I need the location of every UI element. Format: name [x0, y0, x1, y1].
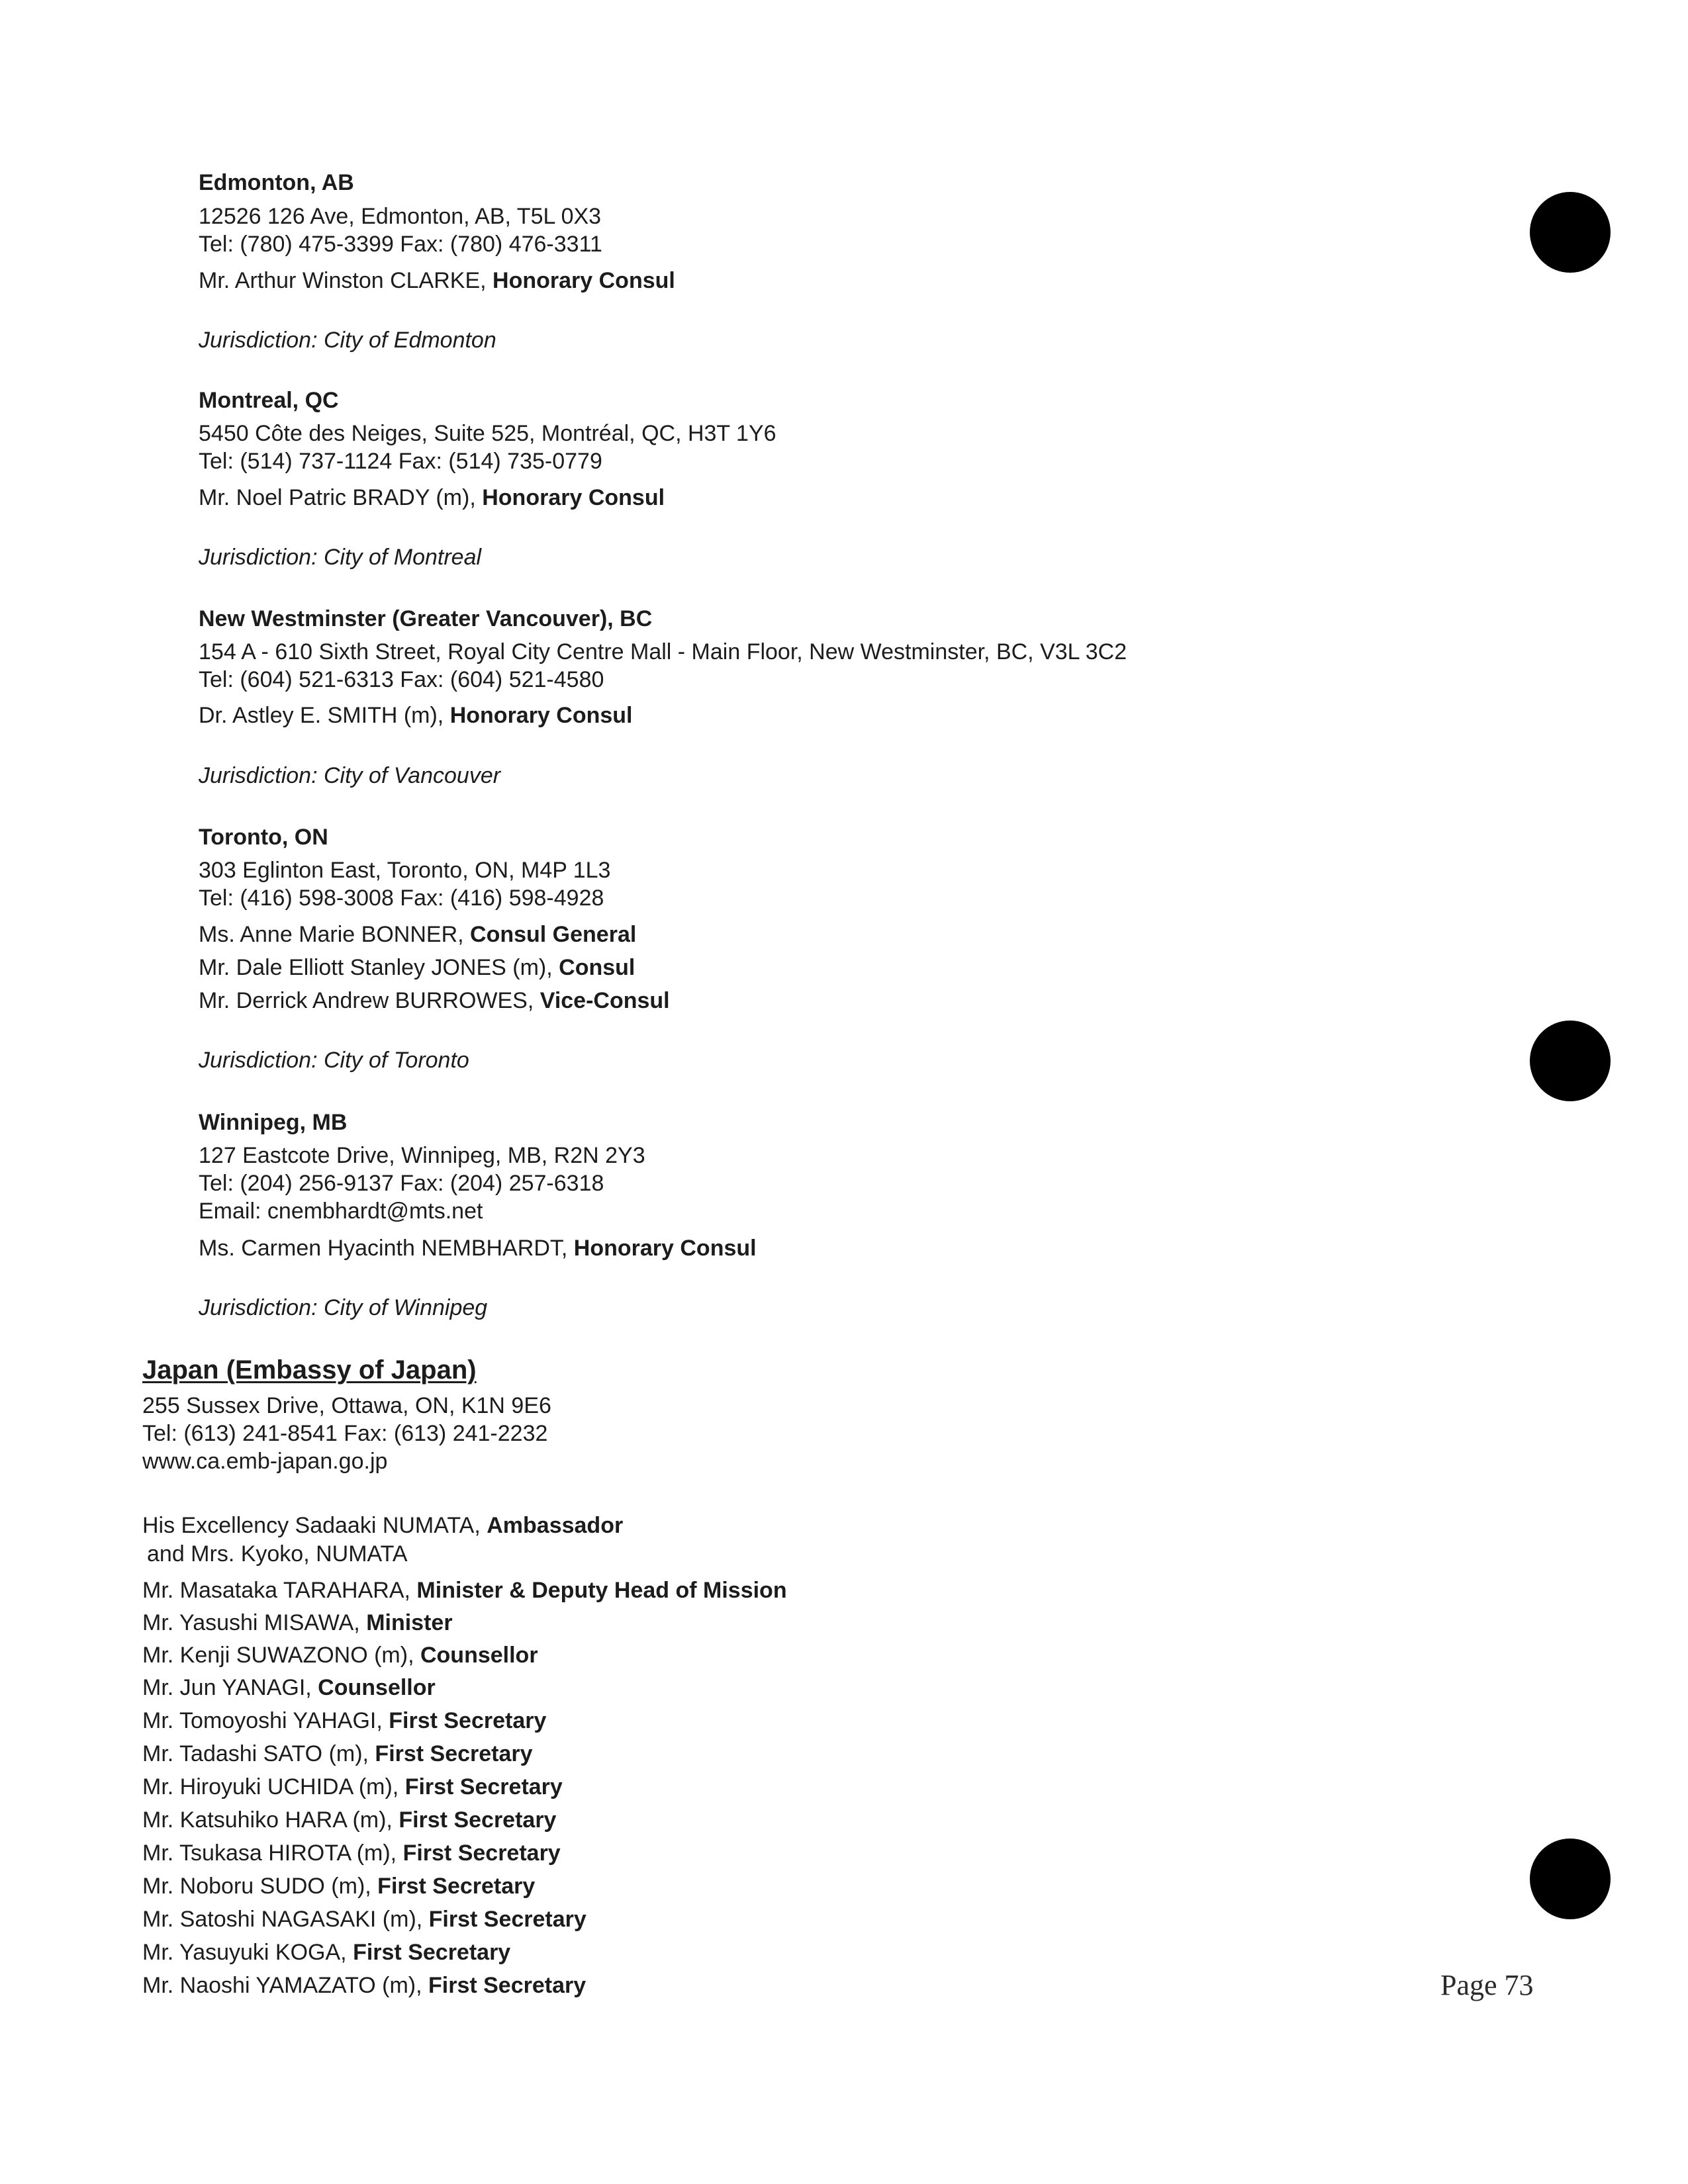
staff-entry	[142, 1774, 563, 1800]
city-heading: New Westminster (Greater Vancouver), BC	[199, 606, 653, 631]
staff-entry	[142, 1906, 586, 1933]
punch-hole-bottom	[1530, 1839, 1611, 1919]
tel-fax: Tel: (416) 598-3008 Fax: (416) 598-4928	[199, 886, 604, 911]
official-name: Mr. Hiroyuki UCHIDA (m),	[142, 1774, 405, 1799]
punch-hole-middle	[1530, 1021, 1611, 1101]
official-name: Mr. Kenji SUWAZONO (m),	[142, 1643, 420, 1668]
official-title: First Secretary	[377, 1874, 536, 1899]
official-name: Ms. Carmen Hyacinth NEMBHARDT,	[199, 1236, 574, 1261]
address: 154 A - 610 Sixth Street, Royal City Centre Mall - Main Floor, New Westminster, BC, V3L 3C2	[199, 639, 1127, 664]
official-name: Mr. Katsuhiko HARA (m),	[142, 1807, 399, 1833]
official-name: His Excellency Sadaaki NUMATA,	[142, 1513, 487, 1538]
address: 303 Eglinton East, Toronto, ON, M4P 1L3	[199, 858, 611, 883]
staff-entry	[142, 1840, 561, 1866]
official-entry	[199, 1235, 757, 1261]
staff-entry	[142, 1741, 533, 1767]
official-name: Mr. Yasuyuki KOGA,	[142, 1940, 353, 1965]
official-name: Mr. Noboru SUDO (m),	[142, 1874, 378, 1899]
jurisdiction: Jurisdiction: City of Edmonton	[199, 328, 496, 353]
staff-entry	[142, 1873, 535, 1899]
country-heading: Japan (Embassy of Japan)	[142, 1355, 477, 1385]
spouse: and Mrs. Kyoko, NUMATA	[147, 1541, 408, 1567]
ambassador-entry	[142, 1512, 623, 1539]
website: www.ca.emb-japan.go.jp	[142, 1449, 388, 1474]
official-title: Minister	[366, 1610, 453, 1635]
official-name: Mr. Dale Elliott Stanley JONES (m),	[199, 955, 559, 980]
punch-hole-top	[1530, 192, 1611, 273]
staff-entry	[142, 1610, 453, 1636]
official-name: Mr. Tomoyoshi YAHAGI,	[142, 1708, 389, 1733]
staff-entry	[142, 1939, 510, 1966]
staff-entry	[142, 1674, 436, 1701]
official-title: Honorary Consul	[482, 485, 665, 510]
official-title: First Secretary	[402, 1841, 561, 1866]
email: Email: cnembhardt@mts.net	[199, 1199, 483, 1224]
official-title: First Secretary	[428, 1973, 586, 1998]
official-title: Honorary Consul	[573, 1236, 757, 1261]
official-name: Mr. Satoshi NAGASAKI (m),	[142, 1907, 429, 1932]
official-name: Mr. Tadashi SATO (m),	[142, 1741, 375, 1766]
tel-fax: Tel: (204) 256-9137 Fax: (204) 257-6318	[199, 1171, 604, 1196]
official-title: Minister & Deputy Head of Mission	[416, 1578, 787, 1603]
jurisdiction: Jurisdiction: City of Vancouver	[199, 763, 501, 788]
official-entry	[199, 702, 633, 729]
official-title: Consul	[559, 955, 635, 980]
official-title: Honorary Consul	[492, 268, 675, 293]
city-heading: Montreal, QC	[199, 388, 339, 413]
staff-entry	[142, 1807, 556, 1833]
official-name: Mr. Jun YANAGI,	[142, 1675, 318, 1700]
official-title: Consul General	[470, 922, 637, 947]
city-heading: Edmonton, AB	[199, 170, 354, 195]
jurisdiction: Jurisdiction: City of Winnipeg	[199, 1295, 488, 1320]
tel-fax: Tel: (613) 241-8541 Fax: (613) 241-2232	[142, 1421, 548, 1446]
official-name: Ms. Anne Marie BONNER,	[199, 922, 471, 947]
address: 12526 126 Ave, Edmonton, AB, T5L 0X3	[199, 204, 602, 229]
official-title: Vice-Consul	[539, 988, 670, 1013]
official-name: Mr. Masataka TARAHARA,	[142, 1578, 417, 1603]
official-entry	[199, 267, 675, 294]
address: 127 Eastcote Drive, Winnipeg, MB, R2N 2Y3	[199, 1143, 645, 1168]
official-entry	[199, 954, 635, 981]
official-title: Counsellor	[420, 1643, 538, 1668]
tel-fax: Tel: (780) 475-3399 Fax: (780) 476-3311	[199, 232, 602, 257]
city-heading: Toronto, ON	[199, 825, 328, 850]
page-number: Page 73	[1440, 1969, 1534, 2001]
official-name: Mr. Derrick Andrew BURROWES,	[199, 988, 540, 1013]
official-title: First Secretary	[353, 1940, 511, 1965]
official-title: First Secretary	[428, 1907, 586, 1932]
official-name: Mr. Noel Patric BRADY (m),	[199, 485, 483, 510]
official-name: Mr. Yasushi MISAWA,	[142, 1610, 367, 1635]
city-heading: Winnipeg, MB	[199, 1110, 348, 1135]
official-name: Dr. Astley E. SMITH (m),	[199, 703, 450, 728]
official-title: Honorary Consul	[449, 703, 633, 728]
staff-entry	[142, 1707, 546, 1734]
jurisdiction: Jurisdiction: City of Toronto	[199, 1048, 469, 1073]
official-entry	[199, 921, 636, 948]
official-entry	[199, 484, 665, 511]
official-title: Counsellor	[318, 1675, 436, 1700]
tel-fax: Tel: (604) 521-6313 Fax: (604) 521-4580	[199, 667, 604, 692]
official-title: First Secretary	[404, 1774, 563, 1799]
official-name: Mr. Arthur Winston CLARKE,	[199, 268, 493, 293]
official-title: First Secretary	[375, 1741, 533, 1766]
tel-fax: Tel: (514) 737-1124 Fax: (514) 735-0779	[199, 449, 602, 474]
official-entry	[199, 987, 670, 1014]
official-name: Mr. Tsukasa HIROTA (m),	[142, 1841, 403, 1866]
official-title: First Secretary	[389, 1708, 547, 1733]
staff-entry	[142, 1972, 586, 1999]
official-title: Ambassador	[487, 1513, 624, 1538]
jurisdiction: Jurisdiction: City of Montreal	[199, 545, 482, 570]
address: 5450 Côte des Neiges, Suite 525, Montréal, QC, H3T 1Y6	[199, 421, 776, 446]
official-title: First Secretary	[399, 1807, 557, 1833]
staff-entry	[142, 1642, 538, 1668]
address: 255 Sussex Drive, Ottawa, ON, K1N 9E6	[142, 1393, 551, 1418]
staff-entry	[142, 1577, 787, 1604]
official-name: Mr. Naoshi YAMAZATO (m),	[142, 1973, 428, 1998]
